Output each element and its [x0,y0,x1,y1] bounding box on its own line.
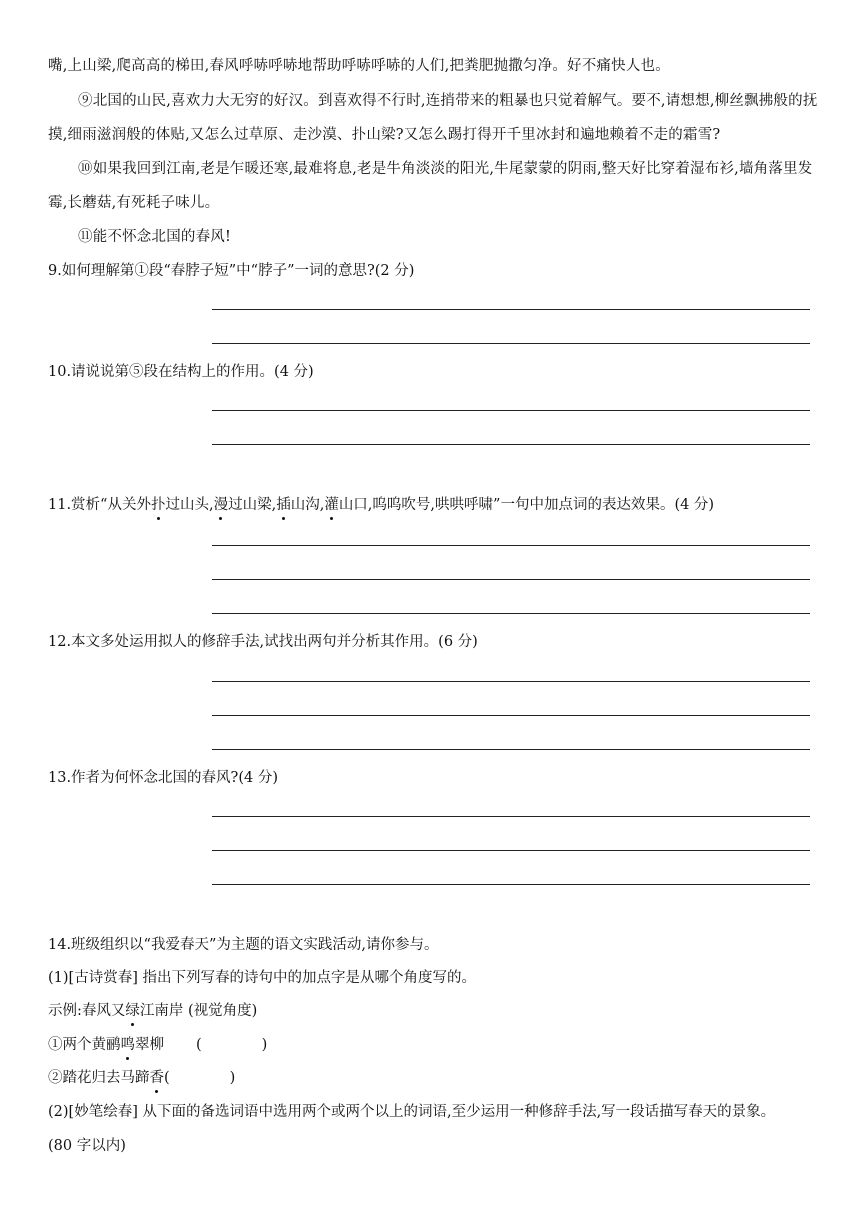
answer-line[interactable] [212,410,810,411]
dotted-word: 灌 [324,497,339,513]
paragraph-11: ⑪能不怀念北国的春风! [78,229,232,245]
word-limit: (80 字以内) [48,1138,126,1154]
item-2-text: ②踏花归去马蹄 [48,1070,150,1086]
paren-close: ) [261,1037,268,1053]
question-13: 13.作者为何怀念北国的春风?(4 分) [48,770,278,786]
answer-line[interactable] [212,613,810,614]
answer-line[interactable] [212,715,810,716]
question-11-text: 山沟, [290,497,325,513]
question-14-part-2: (2)[妙笔绘春] 从下面的备选词语中选用两个或两个以上的词语,至少运用一种修辞手法,写一段话描写春天的景象。 [48,1104,776,1120]
answer-line[interactable] [212,884,810,885]
dotted-word: 鸣 [120,1037,135,1053]
paren-close: ) [229,1070,236,1086]
question-11-text: 过山梁, [228,497,277,513]
item-2 [48,1068,235,1088]
answer-line[interactable] [212,749,810,750]
answer-line[interactable] [212,681,810,682]
dotted-word: 插 [276,497,291,513]
answer-line[interactable] [212,816,810,817]
answer-line[interactable] [212,309,810,310]
example-text: 示例:春风又 [48,1003,126,1019]
question-14: 14.班级组织以“我爱春天”为主题的语文实践活动,请你参与。 [48,937,439,953]
item-1-text: 翠柳 [135,1037,164,1053]
paren-open: ( [196,1037,202,1053]
question-11 [48,495,714,515]
question-11-text: 山口,呜呜吹号,哄哄呼啸”一句中加点词的表达效果。(4 分) [338,497,715,513]
dotted-word: 扑 [150,497,166,513]
question-12: 12.本文多处运用拟人的修辞手法,试找出两句并分析其作用。(6 分) [48,634,478,650]
answer-line[interactable] [212,850,810,851]
question-11-text: 11.赏析“从关外 [48,497,151,513]
question-14-part-1: (1)[古诗赏春] 指出下列写春的诗句中的加点字是从哪个角度写的。 [48,970,476,986]
item-1-text: ①两个黄鹂 [48,1037,121,1053]
answer-line[interactable] [212,444,810,445]
question-9: 9.如何理解第①段“春脖子短”中“脖子”一词的意思?(2 分) [48,263,415,279]
paragraph-10: ⑩如果我回到江南,老是乍暖还寒,最难将息,老是牛角淡淡的阳光,牛尾蒙蒙的阴雨,整天好比穿着湿布衫,墙角落里发霉,长蘑菇,有死耗子味儿。 [48,161,813,211]
answer-line[interactable] [212,343,810,344]
paragraph-8-continued: 嘴,上山梁,爬高高的梯田,春风呼哧呼哧地帮助呼哧呼哧的人们,把粪肥抛撒匀净。好不痛快人也。 [48,58,670,74]
question-10: 10.请说说第⑤段在结构上的作用。(4 分) [48,364,314,380]
dotted-word: 漫 [213,497,229,513]
answer-line[interactable] [212,545,810,546]
dotted-word: 香 [149,1070,164,1086]
dotted-word: 绿 [125,1003,140,1019]
paren-open: ( [164,1070,170,1086]
item-1 [48,1035,267,1055]
answer-line[interactable] [212,579,810,580]
example-text: 江南岸 (视觉角度) [139,1003,258,1019]
example-line [48,1001,257,1021]
question-11-text: 过山头, [165,497,214,513]
paragraph-9: ⑨北国的山民,喜欢力大无穷的好汉。到喜欢得不行时,连捎带来的粗暴也只觉着解气。要不,请想想,柳丝飘拂般的抚摸,细雨滋润般的体贴,又怎么过草原、走沙漠、扑山梁?又怎么踢打得开千里冰封和遍地赖着不走的霜雪? [48,93,818,143]
